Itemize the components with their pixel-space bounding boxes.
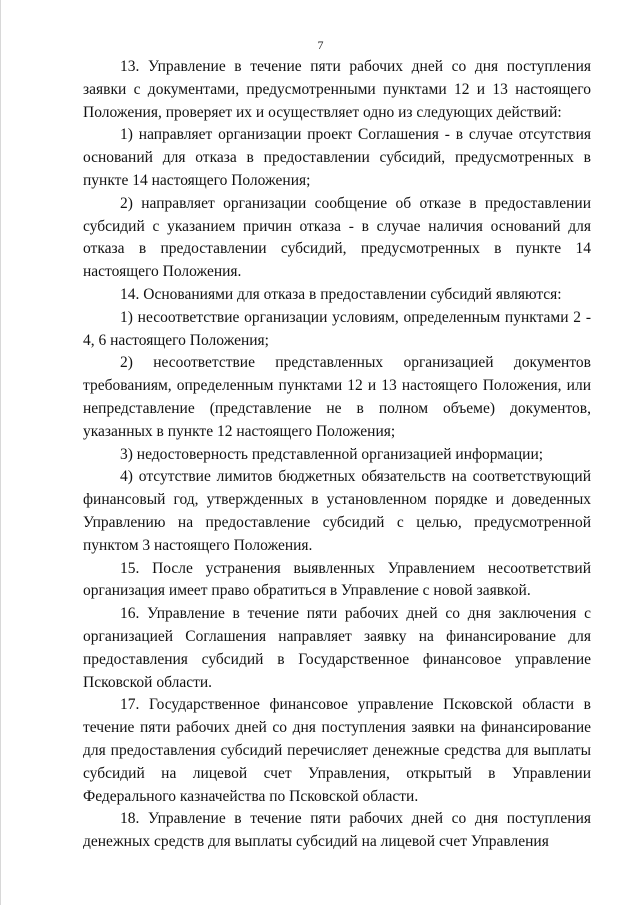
paragraph-14-item-2: 2) несоответствие представленных организацией документов требованиям, определенным пунктами 12 и 13 настоящего Положения, или непредставление (представление не в полном объеме) документов, указанных в пункте 12 настоящего Положения; bbox=[83, 354, 591, 440]
paragraph-14-item-3: 3) недостоверность представленной организацией информации; bbox=[120, 445, 544, 463]
paragraph-14: 14. Основаниями для отказа в предоставлении субсидий являются: bbox=[120, 285, 562, 303]
paragraph-14-item-1: 1) несоответствие организации условиям, определенным пунктами 2 - 4, 6 настоящего Положения; bbox=[83, 308, 591, 349]
paragraph-18: 18. Управление в течение пяти рабочих дней со дня поступления денежных средств для выплаты субсидий на лицевой счет Управления bbox=[83, 810, 591, 851]
paragraph-15: 15. После устранения выявленных Управлением несоответствий организация имеет право обратиться в Управление с новой заявкой. bbox=[83, 559, 591, 600]
paragraph-13-item-2: 2) направляет организации сообщение об отказе в предоставлении субсидий с указанием причин отказа - в случае наличия оснований для отказа в предоставлении субсидий, предусмотренных в пункте 14 настоящего Положения. bbox=[83, 194, 591, 281]
paragraph-13: 13. Управление в течение пяти рабочих дней со дня поступления заявки с документами, предусмотренными пунктами 12 и 13 настоящего Положения, проверяет их и осуществляет одно из следующих действий: bbox=[83, 58, 591, 121]
paragraph-17: 17. Государственное финансовое управление Псковской области в течение пяти рабочих дней со дня поступления заявки на финансирование для предоставления субсидий перечисляет денежные средства для выплаты субсидий на лицевой счет Управления, открытый в Управлении Федерального казначейства по Псковской области. bbox=[83, 696, 591, 805]
paragraph-13-item-1: 1) направляет организации проект Соглашения - в случае отсутствия оснований для отказа в предоставлении субсидий, предусмотренных в пункте 14 настоящего Положения; bbox=[83, 126, 591, 189]
document-body bbox=[83, 56, 591, 854]
paragraph-16: 16. Управление в течение пяти рабочих дней со дня заключения с организацией Соглашения направляет заявку на финансирование для предоставления субсидий в Государственное финансовое управление Псковской области. bbox=[83, 605, 591, 691]
page-number: 7 bbox=[317, 38, 324, 52]
paragraph-14-item-4: 4) отсутствие лимитов бюджетных обязательств на соответствующий финансовый год, утвержденных в установленном порядке и доведенных Управлению на предоставление субсидий с целью, предусмотренной пунктом 3 настоящего Положения. bbox=[83, 468, 591, 554]
